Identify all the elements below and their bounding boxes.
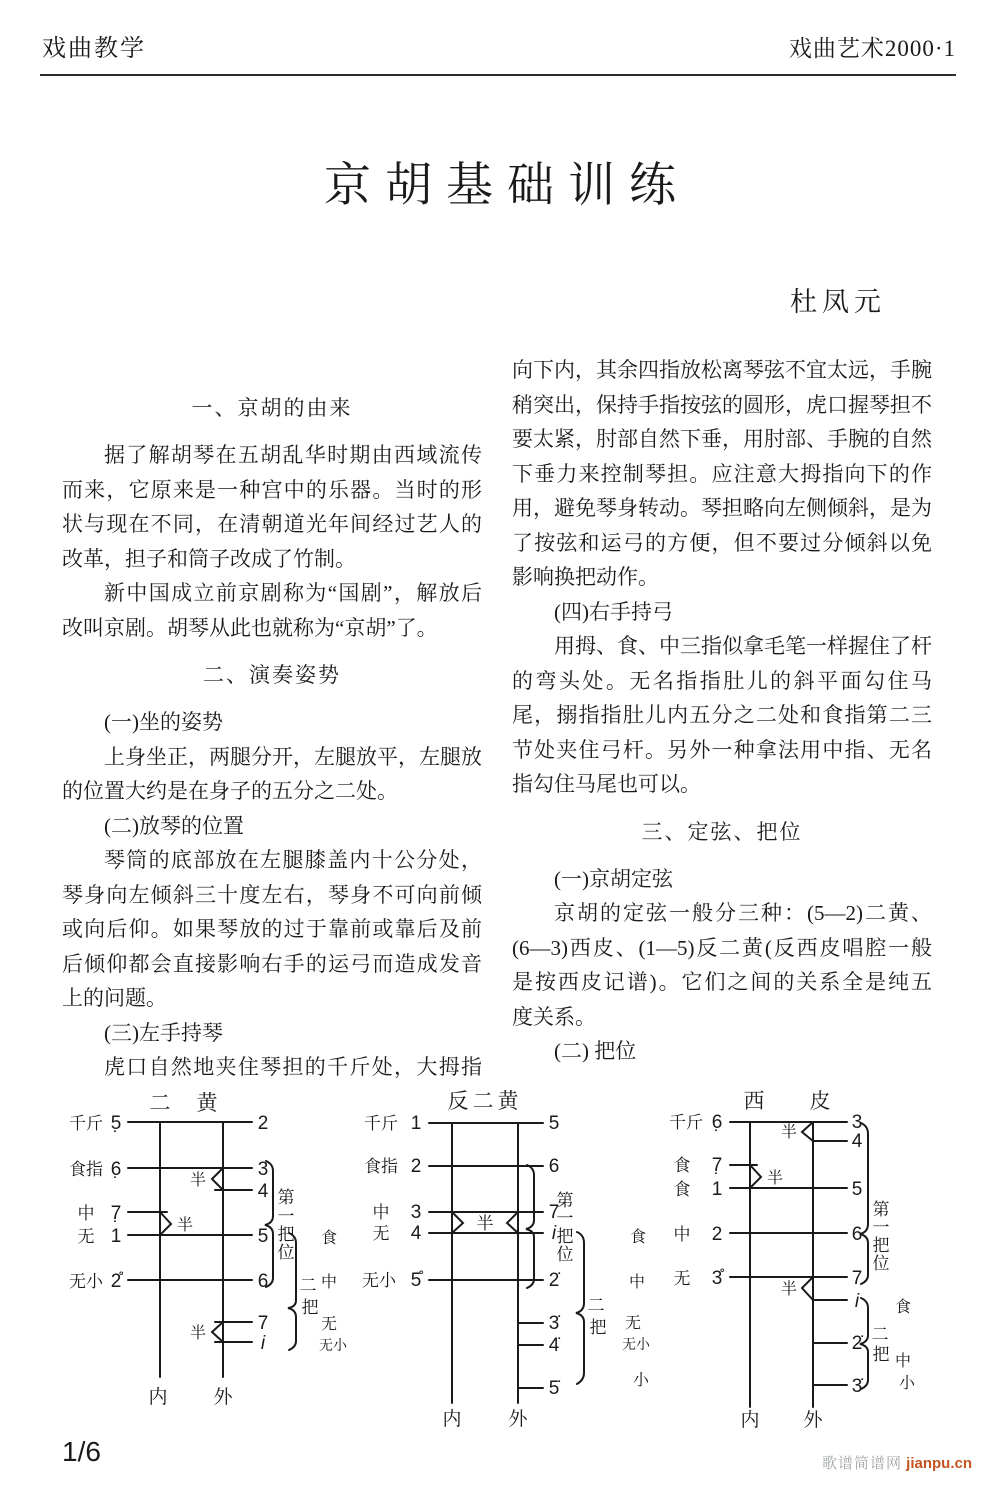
- half-step-label: 半: [780, 1124, 798, 1141]
- text-line: (三)左手持琴: [104, 1020, 223, 1045]
- outer-note: 7: [257, 1313, 269, 1334]
- outer-string-label: 外: [803, 1410, 823, 1431]
- text-line: (一)坐的姿势: [104, 710, 223, 734]
- half-step-label: 半: [189, 1172, 207, 1189]
- position2-label-char: 把: [872, 1345, 890, 1364]
- outer-note: i: [854, 1291, 860, 1312]
- outer-note: 6: [548, 1156, 560, 1177]
- outer-note: 3: [257, 1159, 269, 1180]
- half-step-chevron: [802, 1122, 813, 1141]
- text-line: 用，避免琴身转动。琴担略向左侧倾斜，是为: [512, 496, 932, 520]
- text-line: 向下内，其余四指放松离琴弦不宜太远，手腕: [512, 358, 932, 382]
- text-line: 指勾住马尾也可以。: [512, 772, 701, 796]
- finger-label: 食: [673, 1156, 691, 1175]
- outer-note: 4: [851, 1131, 863, 1152]
- text-line: 虎口自然地夹住琴担的千斤处，大拇指: [104, 1055, 482, 1079]
- text-line: (一)京胡定弦: [554, 866, 673, 891]
- text-line: 尾，搦指指肚儿内五分之二处和食指第二三: [512, 703, 932, 727]
- text-line: 节处夹住弓杆。另外一种拿法用中指、无名: [512, 737, 932, 762]
- inner-string-label: 内: [740, 1410, 760, 1431]
- finger-label: 无: [673, 1269, 691, 1288]
- watermark-domain: jianpu.cn: [906, 1455, 972, 1472]
- text-line: 了按弦和运弓的方便，但不要过分倾斜以免: [512, 530, 932, 555]
- text-line: (二)放琴的位置: [104, 813, 244, 838]
- position2-finger: 无小: [622, 1336, 650, 1352]
- text-line: 要太紧，肘部自然下垂，用肘部、手腕的自然: [512, 427, 932, 451]
- outer-note: 6: [257, 1271, 269, 1292]
- position1-label-char: 第: [556, 1191, 574, 1210]
- text-line: 用拇、食、中三指似拿毛笔一样握住了杆: [554, 634, 932, 658]
- finger-label: 食指: [364, 1157, 398, 1176]
- finger-label: 千斤: [69, 1114, 103, 1133]
- half-step-chevron: [750, 1165, 761, 1188]
- half-step-chevron: [507, 1212, 518, 1233]
- finger-label: 千斤: [669, 1113, 703, 1132]
- finger-label: 无: [372, 1224, 390, 1243]
- inner-note: 2̊: [110, 1271, 122, 1292]
- half-step-label: 半: [476, 1214, 494, 1233]
- diagram-erhuang: [55, 1085, 365, 1420]
- outer-note: 3: [851, 1112, 863, 1133]
- text-line: 京胡的定弦一般分三种：(5—2)二黄、: [554, 901, 932, 925]
- inner-note: 1: [110, 1226, 122, 1247]
- header-section-label: 戏曲教学: [42, 36, 146, 62]
- position2-finger: 小: [632, 1372, 650, 1389]
- position2-finger: 食: [894, 1299, 912, 1316]
- inner-note: 7̣: [110, 1203, 122, 1224]
- position1-label-char: 一: [556, 1209, 574, 1228]
- inner-note: 1: [711, 1179, 723, 1200]
- text-line: 或向后仰。如果琴放的过于靠前或靠后及前: [62, 917, 482, 941]
- text-line: 状与现在不同，在清朝道光年间经过艺人的: [62, 512, 482, 536]
- inner-note: 5̊: [410, 1270, 422, 1291]
- text-line: 新中国成立前京剧称为“国剧”，解放后: [104, 581, 482, 605]
- xipi-lines: [730, 1122, 868, 1407]
- text-line: 影响换把动作。: [512, 565, 659, 589]
- half-step-chevron: [212, 1168, 223, 1190]
- position1-label-char: 一: [872, 1218, 890, 1237]
- watermark: [822, 1452, 972, 1473]
- text-line: 据了解胡琴在五胡乱华时期由西域流传: [104, 443, 482, 467]
- outer-note: i: [551, 1223, 557, 1244]
- page-indicator: 1/6: [62, 1436, 101, 1467]
- position2-finger: 无小: [319, 1337, 347, 1353]
- text-line: 后倾仰都会直接影响右手的运弓而造成发音: [62, 951, 482, 976]
- half-step-chevron: [212, 1322, 223, 1342]
- outer-note: 4: [257, 1181, 269, 1202]
- position2-brace: [576, 1232, 584, 1384]
- text-line: 的位置大约是在身子的五分之二处。: [62, 779, 398, 803]
- outer-note: 7: [548, 1202, 560, 1223]
- text-line: 一、京胡的由来: [191, 396, 353, 420]
- finger-label: 无小: [69, 1272, 103, 1291]
- half-step-label: 半: [189, 1325, 207, 1342]
- position2-finger: 中: [628, 1274, 646, 1291]
- inner-note: 5̣: [110, 1113, 122, 1134]
- finger-label: 中: [77, 1204, 95, 1223]
- text-line: 度关系。: [512, 1004, 596, 1029]
- finger-label: 无: [77, 1227, 95, 1246]
- diagram-title-char: 二: [149, 1092, 171, 1115]
- half-step-chevron: [160, 1212, 171, 1235]
- diagram-title: 反二黄: [447, 1090, 523, 1113]
- text-line: 三、定弦、把位: [641, 819, 803, 844]
- outer-note: 6: [851, 1224, 863, 1245]
- position2-label-char: 二: [299, 1276, 317, 1295]
- outer-note: 5̇: [548, 1378, 560, 1399]
- position2-label-char: 把: [301, 1298, 319, 1317]
- text-line: 改叫京剧。胡琴从此也就称为“京胡”了。: [62, 615, 438, 640]
- half-step-chevron: [452, 1212, 463, 1233]
- erhuang-lines: [128, 1122, 296, 1377]
- inner-note: 2: [711, 1224, 723, 1245]
- outer-note: 4̇: [548, 1335, 560, 1356]
- finger-label: 中: [372, 1203, 390, 1222]
- outer-note: 7: [851, 1268, 863, 1289]
- position1-label-char: 位: [872, 1254, 890, 1273]
- diagram-title-char: 西: [743, 1090, 765, 1113]
- position1-label-char: 位: [277, 1243, 295, 1262]
- left-column: [62, 378, 482, 1085]
- position2-finger: 食: [629, 1229, 647, 1246]
- diagram-title-char: 黄: [196, 1092, 218, 1115]
- position1-label-char: 一: [277, 1207, 295, 1226]
- inner-note: 3: [410, 1202, 422, 1223]
- finger-label: 千斤: [364, 1114, 398, 1133]
- finger-label: 食: [673, 1180, 691, 1199]
- inner-string-label: 内: [442, 1409, 462, 1430]
- outer-string-label: 外: [213, 1387, 233, 1408]
- inner-note: 2: [410, 1156, 422, 1177]
- inner-note: 4: [410, 1223, 422, 1244]
- inner-note: 3̊: [711, 1268, 723, 1289]
- inner-note: 1: [410, 1113, 422, 1134]
- outer-note: 3̇: [851, 1376, 863, 1397]
- position1-label-char: 位: [556, 1245, 574, 1264]
- text-line: 琴筒的底部放在左腿膝盖内十公分处，: [104, 848, 482, 872]
- position1-label-char: 把: [277, 1225, 295, 1244]
- text-line: 的弯头处。无名指指肚儿的斜平面勾住马: [512, 668, 932, 693]
- position1-label-char: 把: [556, 1227, 574, 1246]
- outer-note: 5: [851, 1179, 863, 1200]
- text-line: (四)右手持弓: [554, 599, 673, 624]
- position2-label-char: 二: [871, 1325, 889, 1344]
- inner-string-label: 内: [148, 1387, 168, 1408]
- outer-note: 5: [257, 1226, 269, 1247]
- finger-label: 食指: [69, 1160, 103, 1179]
- inner-note: 7̣: [711, 1155, 723, 1176]
- position2-finger: 中: [320, 1274, 338, 1291]
- header-rule: [40, 74, 956, 76]
- inner-note: 6̣: [711, 1112, 723, 1133]
- text-line: 下垂力来控制琴担。应注意大拇指向下的作: [512, 461, 932, 486]
- half-step-label: 半: [176, 1217, 194, 1234]
- outer-note: 2̇: [851, 1333, 863, 1354]
- text-line: (6—3)西皮、(1—5)反二黄(反西皮唱腔一般: [512, 935, 932, 960]
- finger-label: 中: [673, 1225, 691, 1244]
- text-line: (二) 把位: [554, 1039, 637, 1063]
- position1-label-char: 把: [872, 1236, 890, 1255]
- article-title: 京胡基础训练: [324, 160, 690, 212]
- position2-finger: 中: [894, 1353, 912, 1370]
- half-step-label: 半: [766, 1170, 784, 1187]
- outer-note: 2: [257, 1113, 269, 1134]
- outer-note: 5: [548, 1113, 560, 1134]
- diagram-fan-erhuang: [350, 1085, 680, 1450]
- text-line: 琴身向左倾斜三十度左右，琴身不可向前倾: [62, 882, 482, 907]
- outer-string-label: 外: [508, 1409, 528, 1430]
- outer-note: 3̇: [548, 1313, 560, 1334]
- position2-finger: 无: [320, 1316, 338, 1333]
- position2-finger: 食: [320, 1230, 338, 1247]
- right-column: [512, 353, 932, 1069]
- half-step-label: 半: [780, 1281, 798, 1298]
- outer-note: i: [260, 1333, 266, 1354]
- outer-note: 2̇: [548, 1270, 560, 1291]
- diagram-title-char: 皮: [809, 1090, 831, 1113]
- text-line: 上身坐正，两腿分开，左腿放平，左腿放: [104, 744, 482, 769]
- text-line: 上的问题。: [62, 986, 167, 1010]
- text-line: 是按西皮记谱)。它们之间的关系全是纯五: [512, 970, 932, 994]
- position2-label-char: 二: [587, 1296, 605, 1315]
- text-line: 二、演奏姿势: [203, 663, 341, 687]
- position2-finger: 小: [898, 1375, 916, 1392]
- position2-finger: 无: [624, 1315, 642, 1332]
- position1-label-char: 第: [872, 1200, 890, 1219]
- header-journal-issue: 戏曲艺术2000·1: [788, 36, 956, 61]
- inner-note: 6̣: [110, 1159, 122, 1180]
- author-name: 杜凤元: [790, 287, 886, 317]
- half-step-chevron: [802, 1277, 813, 1300]
- position1-brace: [526, 1165, 534, 1288]
- position2-label-char: 把: [589, 1318, 607, 1337]
- text-line: 改革，担子和筒子改成了竹制。: [62, 546, 356, 571]
- diagram-xipi: [660, 1085, 1000, 1460]
- text-line: 而来，它原来是一种宫中的乐器。当时的形: [62, 477, 482, 502]
- watermark-site-name: 歌谱简谱网: [821, 1455, 902, 1472]
- finger-label: 无小: [362, 1271, 396, 1290]
- text-line: 稍突出，保持手指按弦的圆形，虎口握琴担不: [512, 392, 932, 417]
- position1-label-char: 第: [277, 1188, 295, 1207]
